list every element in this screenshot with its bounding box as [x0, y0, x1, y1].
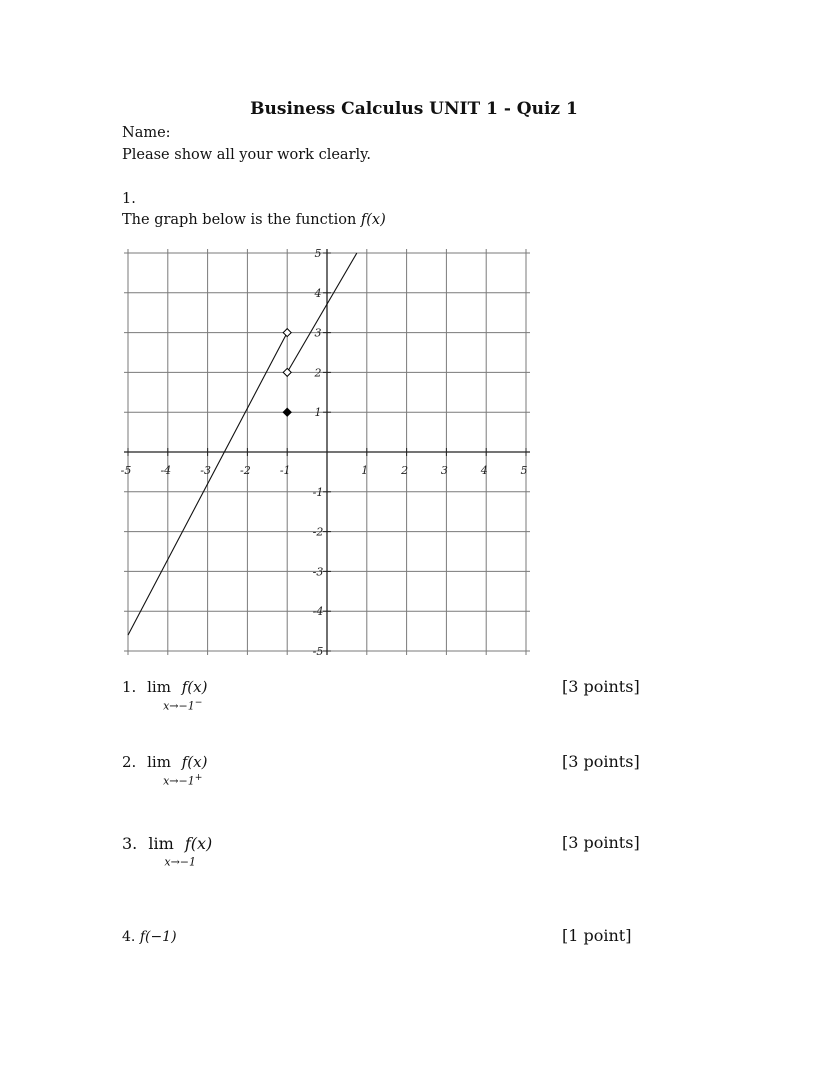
question-3-approach: x→−1	[164, 855, 196, 869]
intro-text: The graph below is the function	[122, 212, 357, 228]
question-4	[122, 929, 177, 945]
question-3-limit	[148, 834, 196, 869]
question-3-function: f(x)	[184, 834, 213, 853]
open-point	[283, 329, 291, 337]
intro-function: f(x)	[360, 212, 386, 228]
problem-number: 1.	[122, 191, 136, 207]
instructions-text: Please show all your work clearly.	[122, 147, 372, 163]
question-2-lim: lim	[147, 753, 171, 771]
y-tick-label: -4	[312, 605, 324, 619]
x-tick-label: 1	[361, 464, 369, 477]
closed-point	[283, 408, 291, 416]
question-1-lim: lim	[147, 678, 171, 696]
name-label: Name:	[122, 125, 171, 141]
y-tick-label: 3	[314, 326, 322, 340]
question-3-points: [3 points]	[562, 833, 640, 852]
x-tick-label: -1	[279, 464, 291, 477]
x-tick-label: 5	[520, 464, 528, 477]
x-tick-label: -2	[240, 464, 251, 477]
y-tick-label: 1	[314, 406, 322, 420]
question-3-lim: lim	[148, 834, 174, 853]
question-4-number: 4.	[122, 929, 136, 945]
page-title: Business Calculus UNIT 1 - Quiz 1	[250, 99, 578, 119]
y-tick-label: 2	[314, 366, 322, 380]
open-point	[283, 368, 291, 376]
y-tick-label: -3	[312, 565, 324, 579]
y-tick-label: 4	[314, 286, 322, 300]
question-1-approach: x→−1−	[163, 697, 203, 713]
function-segment-2	[287, 253, 357, 372]
question-2-number: 2.	[122, 753, 137, 771]
y-tick-label: -5	[312, 645, 324, 658]
x-tick-label: -5	[120, 464, 132, 477]
question-4-points: [1 point]	[562, 926, 632, 945]
x-tick-label: -4	[160, 464, 172, 477]
question-4-function: f(−1)	[139, 929, 177, 945]
y-tick-label: -1	[312, 485, 324, 499]
question-2-approach: x→−1+	[163, 772, 203, 788]
question-2-points: [3 points]	[562, 752, 640, 771]
question-1	[122, 678, 208, 713]
x-tick-label: 3	[440, 464, 448, 477]
x-tick-label: 4	[480, 464, 488, 477]
question-1-function: f(x)	[181, 678, 208, 696]
y-tick-label: 5	[314, 247, 322, 260]
x-tick-label: -3	[200, 464, 211, 477]
question-3	[122, 834, 213, 869]
question-2-function: f(x)	[181, 753, 208, 771]
question-1-points: [3 points]	[562, 677, 640, 696]
question-3-number: 3.	[122, 834, 138, 853]
x-tick-label: 2	[401, 464, 409, 477]
y-tick-label: -2	[312, 525, 324, 539]
question-2	[122, 753, 208, 788]
question-1-number: 1.	[122, 678, 137, 696]
